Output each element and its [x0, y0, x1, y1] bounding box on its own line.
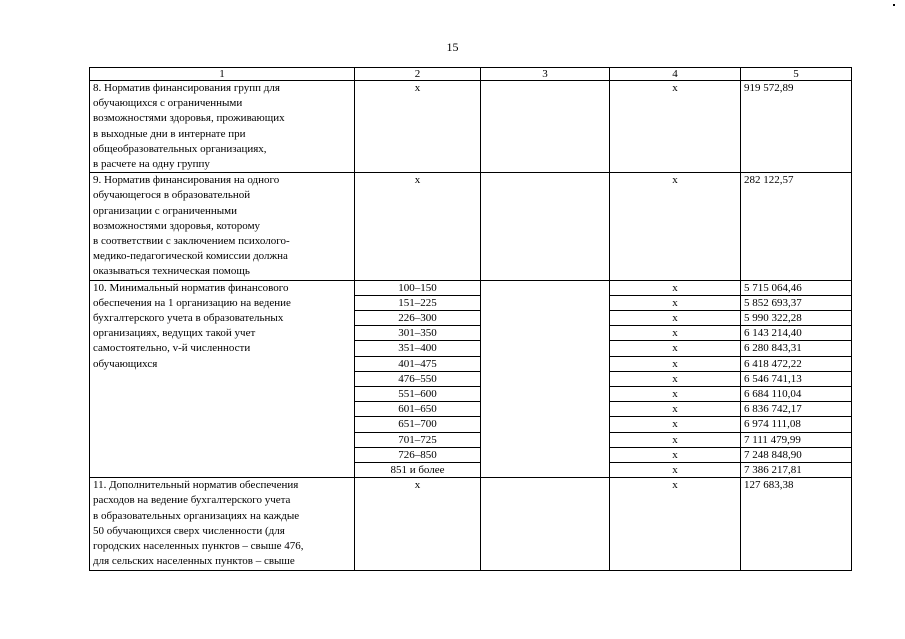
- table-row: [90, 280, 852, 295]
- range-cell: 726–850: [355, 447, 481, 462]
- range-cell: 476–550: [355, 371, 481, 386]
- cell-col3: [481, 173, 610, 280]
- cell-value: 6 546 741,13: [741, 371, 852, 386]
- cell-col4: х: [610, 295, 741, 310]
- cell-col4: х: [610, 417, 741, 432]
- table-row: [90, 478, 852, 570]
- column-header: 2: [355, 68, 481, 81]
- cell-col4: х: [610, 81, 741, 173]
- cell-value: 7 248 848,90: [741, 447, 852, 462]
- range-cell: 301–350: [355, 326, 481, 341]
- cell-value: 6 280 843,31: [741, 341, 852, 356]
- cell-value: 5 852 693,37: [741, 295, 852, 310]
- cell-value: 919 572,89: [741, 81, 852, 173]
- cell-col3: [481, 280, 610, 478]
- cell-col4: х: [610, 280, 741, 295]
- cell-col2: х: [355, 173, 481, 280]
- standards-table: [89, 67, 852, 571]
- corner-mark: [893, 4, 895, 6]
- cell-value: 6 418 472,22: [741, 356, 852, 371]
- cell-col4: х: [610, 478, 741, 570]
- range-cell: 351–400: [355, 341, 481, 356]
- range-cell: 701–725: [355, 432, 481, 447]
- row-description: 9. Норматив финансирования на одного обучающегося в образовательной организации с ограниченными возможностями здоровья, которому в соответствии с заключением психолого- медико-педагогической комиссии должна оказываться техническая помощь: [90, 173, 355, 280]
- column-header: 1: [90, 68, 355, 81]
- cell-value: 127 683,38: [741, 478, 852, 570]
- cell-col3: [481, 81, 610, 173]
- range-cell: 601–650: [355, 402, 481, 417]
- column-header: 4: [610, 68, 741, 81]
- cell-value: 7 386 217,81: [741, 463, 852, 478]
- cell-col4: х: [610, 326, 741, 341]
- cell-col4: х: [610, 432, 741, 447]
- cell-col4: х: [610, 341, 741, 356]
- range-cell: 651–700: [355, 417, 481, 432]
- cell-value: 6 836 742,17: [741, 402, 852, 417]
- row-description: 11. Дополнительный норматив обеспечения расходов на ведение бухгалтерского учета в образовательных организациях на каждые 50 обучающихся сверх численности (для городских населенных пунктов – свыше 476, для сельских населенных пунктов – свыше: [90, 478, 355, 570]
- cell-value: 5 715 064,46: [741, 280, 852, 295]
- cell-col3: [481, 478, 610, 570]
- header-row: [90, 68, 852, 81]
- cell-col4: х: [610, 387, 741, 402]
- cell-col4: х: [610, 311, 741, 326]
- cell-col2: х: [355, 478, 481, 570]
- row-description: 8. Норматив финансирования групп для обучающихся с ограниченными возможностями здоровья, проживающих в выходные дни в интернате при общеобразовательных организациях, в расчете на одну группу: [90, 81, 355, 173]
- cell-value: 6 684 110,04: [741, 387, 852, 402]
- range-cell: 851 и более: [355, 463, 481, 478]
- cell-value: 282 122,57: [741, 173, 852, 280]
- range-cell: 151–225: [355, 295, 481, 310]
- cell-col2: х: [355, 81, 481, 173]
- row-description: 10. Минимальный норматив финансового обеспечения на 1 организацию на ведение бухгалтерского учета в образовательных организациях, ведущих такой учет самостоятельно, v-й численности обучающихся: [90, 280, 355, 478]
- cell-value: 5 990 322,28: [741, 311, 852, 326]
- table-row: [90, 81, 852, 173]
- range-cell: 100–150: [355, 280, 481, 295]
- range-cell: 551–600: [355, 387, 481, 402]
- cell-value: 6 143 214,40: [741, 326, 852, 341]
- cell-col4: х: [610, 371, 741, 386]
- cell-col4: х: [610, 356, 741, 371]
- cell-col4: х: [610, 402, 741, 417]
- range-cell: 226–300: [355, 311, 481, 326]
- column-header: 3: [481, 68, 610, 81]
- cell-value: 6 974 111,08: [741, 417, 852, 432]
- table-row: [90, 173, 852, 280]
- page-number: 15: [446, 40, 459, 54]
- cell-col4: х: [610, 173, 741, 280]
- cell-col4: х: [610, 463, 741, 478]
- column-header: 5: [741, 68, 852, 81]
- cell-col4: х: [610, 447, 741, 462]
- range-cell: 401–475: [355, 356, 481, 371]
- cell-value: 7 111 479,99: [741, 432, 852, 447]
